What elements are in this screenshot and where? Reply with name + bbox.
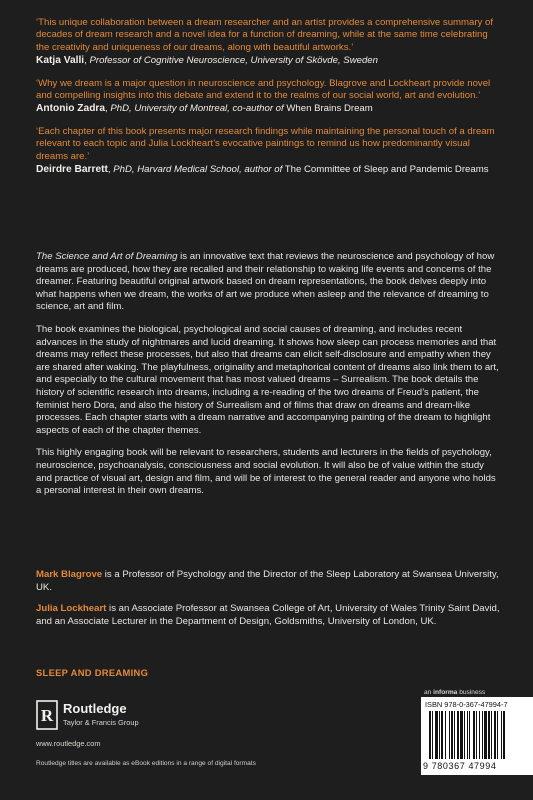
endorser-affiliation: PhD, Harvard Medical School, author of bbox=[113, 164, 283, 176]
isbn-barcode bbox=[421, 697, 533, 775]
book-title-reference: The Committee of Sleep and Pandemic Dreams bbox=[284, 164, 489, 176]
endorser-affiliation: Professor of Cognitive Neuroscience, University of Skövde, Sweden bbox=[89, 55, 378, 67]
barcode-bar bbox=[460, 711, 463, 759]
barcode-bar bbox=[435, 711, 438, 759]
informa-prefix: an bbox=[424, 689, 434, 696]
routledge-logo bbox=[36, 698, 216, 738]
routledge-logo-icon bbox=[36, 700, 58, 730]
endorsement-quote bbox=[36, 17, 498, 68]
barcode-bar bbox=[497, 711, 498, 759]
barcode-bar bbox=[457, 711, 459, 759]
endorser-affiliation: PhD, University of Montreal, co-author of bbox=[110, 103, 284, 115]
barcode-bar bbox=[494, 711, 496, 759]
barcode-bar bbox=[441, 711, 443, 759]
author-bio bbox=[36, 569, 501, 594]
author-description: is an Associate Professor at Swansea College of Art, University of Wales Trinity Saint David, and an Associate Lecturer in the Department of Design, Goldsmiths, University of London, UK. bbox=[36, 603, 500, 627]
description-paragraph: The book examines the biological, psychological and social causes of dreaming, and includes recent advances in the study of nightmares and lucid dreaming. It shows how sleep can process memories and that dreams may reflect these processes, but also that dreams can elicit self-disclosure and empathy when they are shared after waking. The playfulness, originality and metaphorical content of dreams also link them to art, and especially to the cultural movement that has most valued dreams – Surrealism. The book details the history of scientific research into dreams, including a re-reading of the two dreams of Freud’s patient, the feminist hero Dora, and also the history of Surrealism and of films that draw on dreams and dream-like processes. Each chapter starts with a dream narrative and accompanying painting of the dream to highlight aspects of each of the chapter themes. bbox=[36, 323, 499, 436]
barcode-digits: 9 780367 47994 bbox=[423, 761, 497, 771]
description-paragraph bbox=[36, 251, 501, 314]
barcode-bar bbox=[449, 711, 450, 759]
author-name: Julia Lockheart bbox=[36, 603, 107, 615]
isbn-label: ISBN 978-0-367-47994-7 bbox=[425, 700, 508, 709]
endorser-name: Antonio Zadra bbox=[36, 103, 106, 115]
description-paragraph: This highly engaging book will be relevant to researchers, students and lecturers in the fields of psychology, neuroscience, psychoanalysis, consciousness and social evolution. It will also be of value within the study and practice of visual art, design and film, and will be of interest to the general reader and anyone who holds a personal interest in their own dreams. bbox=[36, 447, 496, 497]
endorsements bbox=[36, 17, 498, 186]
quote-attribution: Katja Valli, Professor of Cognitive Neuroscience, University of Skövde, Sweden bbox=[36, 55, 378, 67]
barcode-bar bbox=[479, 711, 480, 759]
quote-text: ‘Each chapter of this book presents major research findings while maintaining the personal touch of a dream relevant to each topic and Julia Lockheart’s evocative paintings to remind us how predominantly visual dreams are.’ bbox=[36, 125, 495, 162]
quote-text: ‘Why we dream is a major question in neuroscience and psychology. Blagrove and Lockheart provide novel and compelling insights into this debate and extend it to the realms of our social world, art and evolution.’ bbox=[36, 77, 491, 102]
barcode-bar bbox=[454, 711, 455, 759]
author-name: Mark Blagrove bbox=[36, 569, 103, 580]
quote-text: ‘This unique collaboration between a dream researcher and an artist provides a comprehensive summary of decades of dream research and a novel idea for a function of dreaming, while at the same time celebrating the creativity and uniqueness of our dreams, along with beautiful artworks.’ bbox=[36, 17, 494, 53]
barcode-bar bbox=[473, 711, 475, 759]
ebook-note: Routledge titles are available as eBook editions in a range of digital formats bbox=[36, 760, 256, 767]
endorsement-quote bbox=[36, 126, 498, 177]
barcode-bar bbox=[432, 711, 433, 759]
series-title: SLEEP AND DREAMING bbox=[36, 667, 149, 678]
barcode-bar bbox=[464, 711, 465, 759]
barcode-bar bbox=[501, 711, 502, 759]
barcode-bar bbox=[482, 711, 483, 759]
barcode-bar bbox=[488, 711, 490, 759]
quote-attribution: Antonio Zadra, PhD, University of Montreal, co-author of When Brains Dream bbox=[36, 103, 373, 115]
barcode-bar bbox=[429, 711, 431, 759]
author-bios bbox=[36, 569, 501, 637]
publisher-url[interactable]: www.routledge.com bbox=[36, 739, 101, 748]
endorsement-quote bbox=[36, 78, 498, 116]
barcode-bar bbox=[491, 711, 492, 759]
barcode-bar bbox=[445, 711, 446, 759]
svg-text:R: R bbox=[40, 706, 54, 725]
book-title: The Science and Art of Dreaming bbox=[36, 251, 178, 262]
barcode-bar bbox=[476, 711, 477, 759]
book-description bbox=[36, 251, 501, 508]
barcode-bar bbox=[439, 711, 440, 759]
barcode-bar bbox=[469, 711, 470, 759]
author-description: is a Professor of Psychology and the Director of the Sleep Laboratory at Swansea University, UK. bbox=[36, 569, 499, 593]
barcode-bars bbox=[429, 711, 525, 759]
informa-suffix: business bbox=[457, 689, 486, 696]
informa-brand: informa bbox=[433, 689, 458, 696]
barcode-bar bbox=[467, 711, 468, 759]
author-bio bbox=[36, 603, 501, 628]
endorser-name: Katja Valli bbox=[36, 55, 85, 67]
barcode-bar bbox=[451, 711, 453, 759]
endorser-name: Deirdre Barrett bbox=[36, 164, 108, 176]
publisher-group: Taylor & Francis Group bbox=[63, 718, 139, 727]
description-text: is an innovative text that reviews the neuroscience and psychology of how dreams are produced, how they are recalled and their relationship to waking life events and concerns of the dreamer. Featuring beautiful original artwork based on dream representations, the book delves deeply into what happens when we dream, the works of art we produce when asleep and the relevance of dreaming to science, art and film. bbox=[36, 251, 495, 313]
informa-business-label bbox=[424, 689, 485, 696]
barcode-bar bbox=[484, 711, 487, 759]
book-title-reference: When Brains Dream bbox=[286, 103, 373, 115]
barcode-bar bbox=[503, 711, 505, 759]
quote-attribution: Deirdre Barrett, PhD, Harvard Medical School, author of The Committee of Sleep and Pandemic Dreams bbox=[36, 164, 489, 176]
publisher-name: Routledge bbox=[63, 701, 127, 716]
